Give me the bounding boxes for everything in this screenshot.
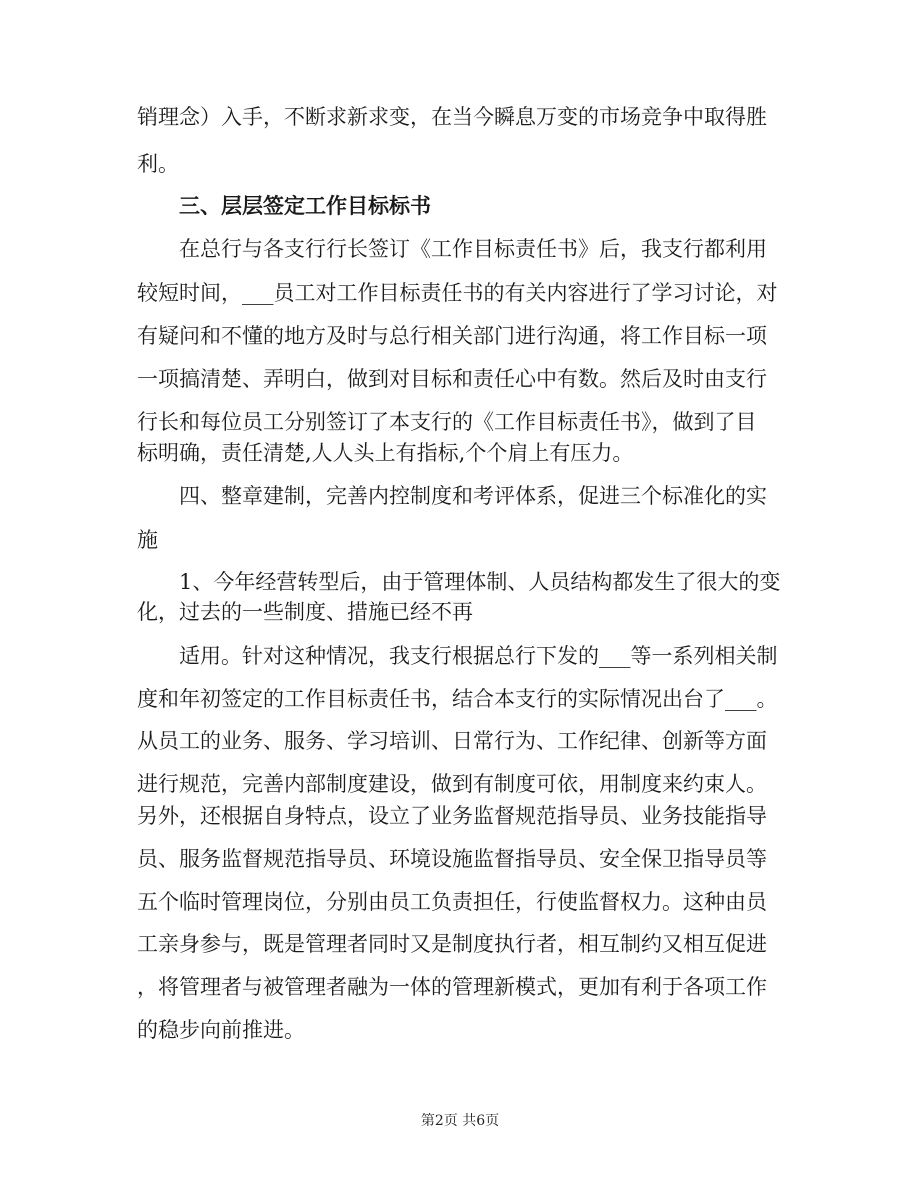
text-line: 进行规范，完善内部制度建设，做到有制度可依，用制度来约束人。 xyxy=(137,772,767,796)
text-line: 化，过去的一些制度、措施已经不再 xyxy=(137,600,473,624)
text-line: 在总行与各支行行长签订《工作目标责任书》后，我支行都利用 xyxy=(179,237,767,261)
text-line: 度和年初签定的工作目标责任书，结合本支行的实际情况出台了___。 xyxy=(137,687,778,711)
page-number-footer: 第2页 共6页 xyxy=(420,1113,500,1129)
text-line: 1、今年经营转型后，由于管理体制、人员结构都发生了很大的变 xyxy=(179,570,781,594)
text-line: 销理念）入手，不断求新求变，在当今瞬息万变的市场竞争中取得胜 xyxy=(137,105,767,129)
section-heading: 三、层层签定工作目标标书 xyxy=(179,193,431,218)
text-line: 工亲身参与，既是管理者同时又是制度执行者，相互制约又相互促进 xyxy=(137,932,767,956)
text-line: 一项搞清楚、弄明白，做到对目标和责任心中有数。然后及时由支行 xyxy=(137,367,767,391)
text-line: 标明确，责任清楚,人人头上有指标,个个肩上有压力。 xyxy=(137,441,634,465)
text-line: ，将管理者与被管理者融为一体的管理新模式，更加有利于各项工作 xyxy=(137,975,767,999)
text-line: 利。 xyxy=(137,152,179,176)
text-line: 五个临时管理岗位，分别由员工负责担任，行使监督权力。这种由员 xyxy=(137,890,767,914)
text-line: 的稳步向前推进。 xyxy=(137,1018,305,1042)
text-line: 行长和每位员工分别签订了本支行的《工作目标责任书》，做到了目 xyxy=(137,410,757,434)
text-line: 适用。针对这种情况，我支行根据总行下发的___等一系列相关制 xyxy=(179,644,778,668)
text-line: 施 xyxy=(137,528,158,552)
text-line: 有疑问和不懂的地方及时与总行相关部门进行沟通，将工作目标一项 xyxy=(137,324,767,348)
section-heading: 四、整章建制，完善内控制度和考评体系，促进三个标准化的实 xyxy=(179,484,767,508)
text-line: 从员工的业务、服务、学习培训、日常行为、工作纪律、创新等方面 xyxy=(137,729,767,753)
text-line: 另外，还根据自身特点，设立了业务监督规范指导员、业务技能指导 xyxy=(137,804,767,828)
text-line: 较短时间，___员工对工作目标责任书的有关内容进行了学习讨论，对 xyxy=(137,281,778,305)
text-line: 员、服务监督规范指导员、环境设施监督指导员、安全保卫指导员等 xyxy=(137,847,767,871)
